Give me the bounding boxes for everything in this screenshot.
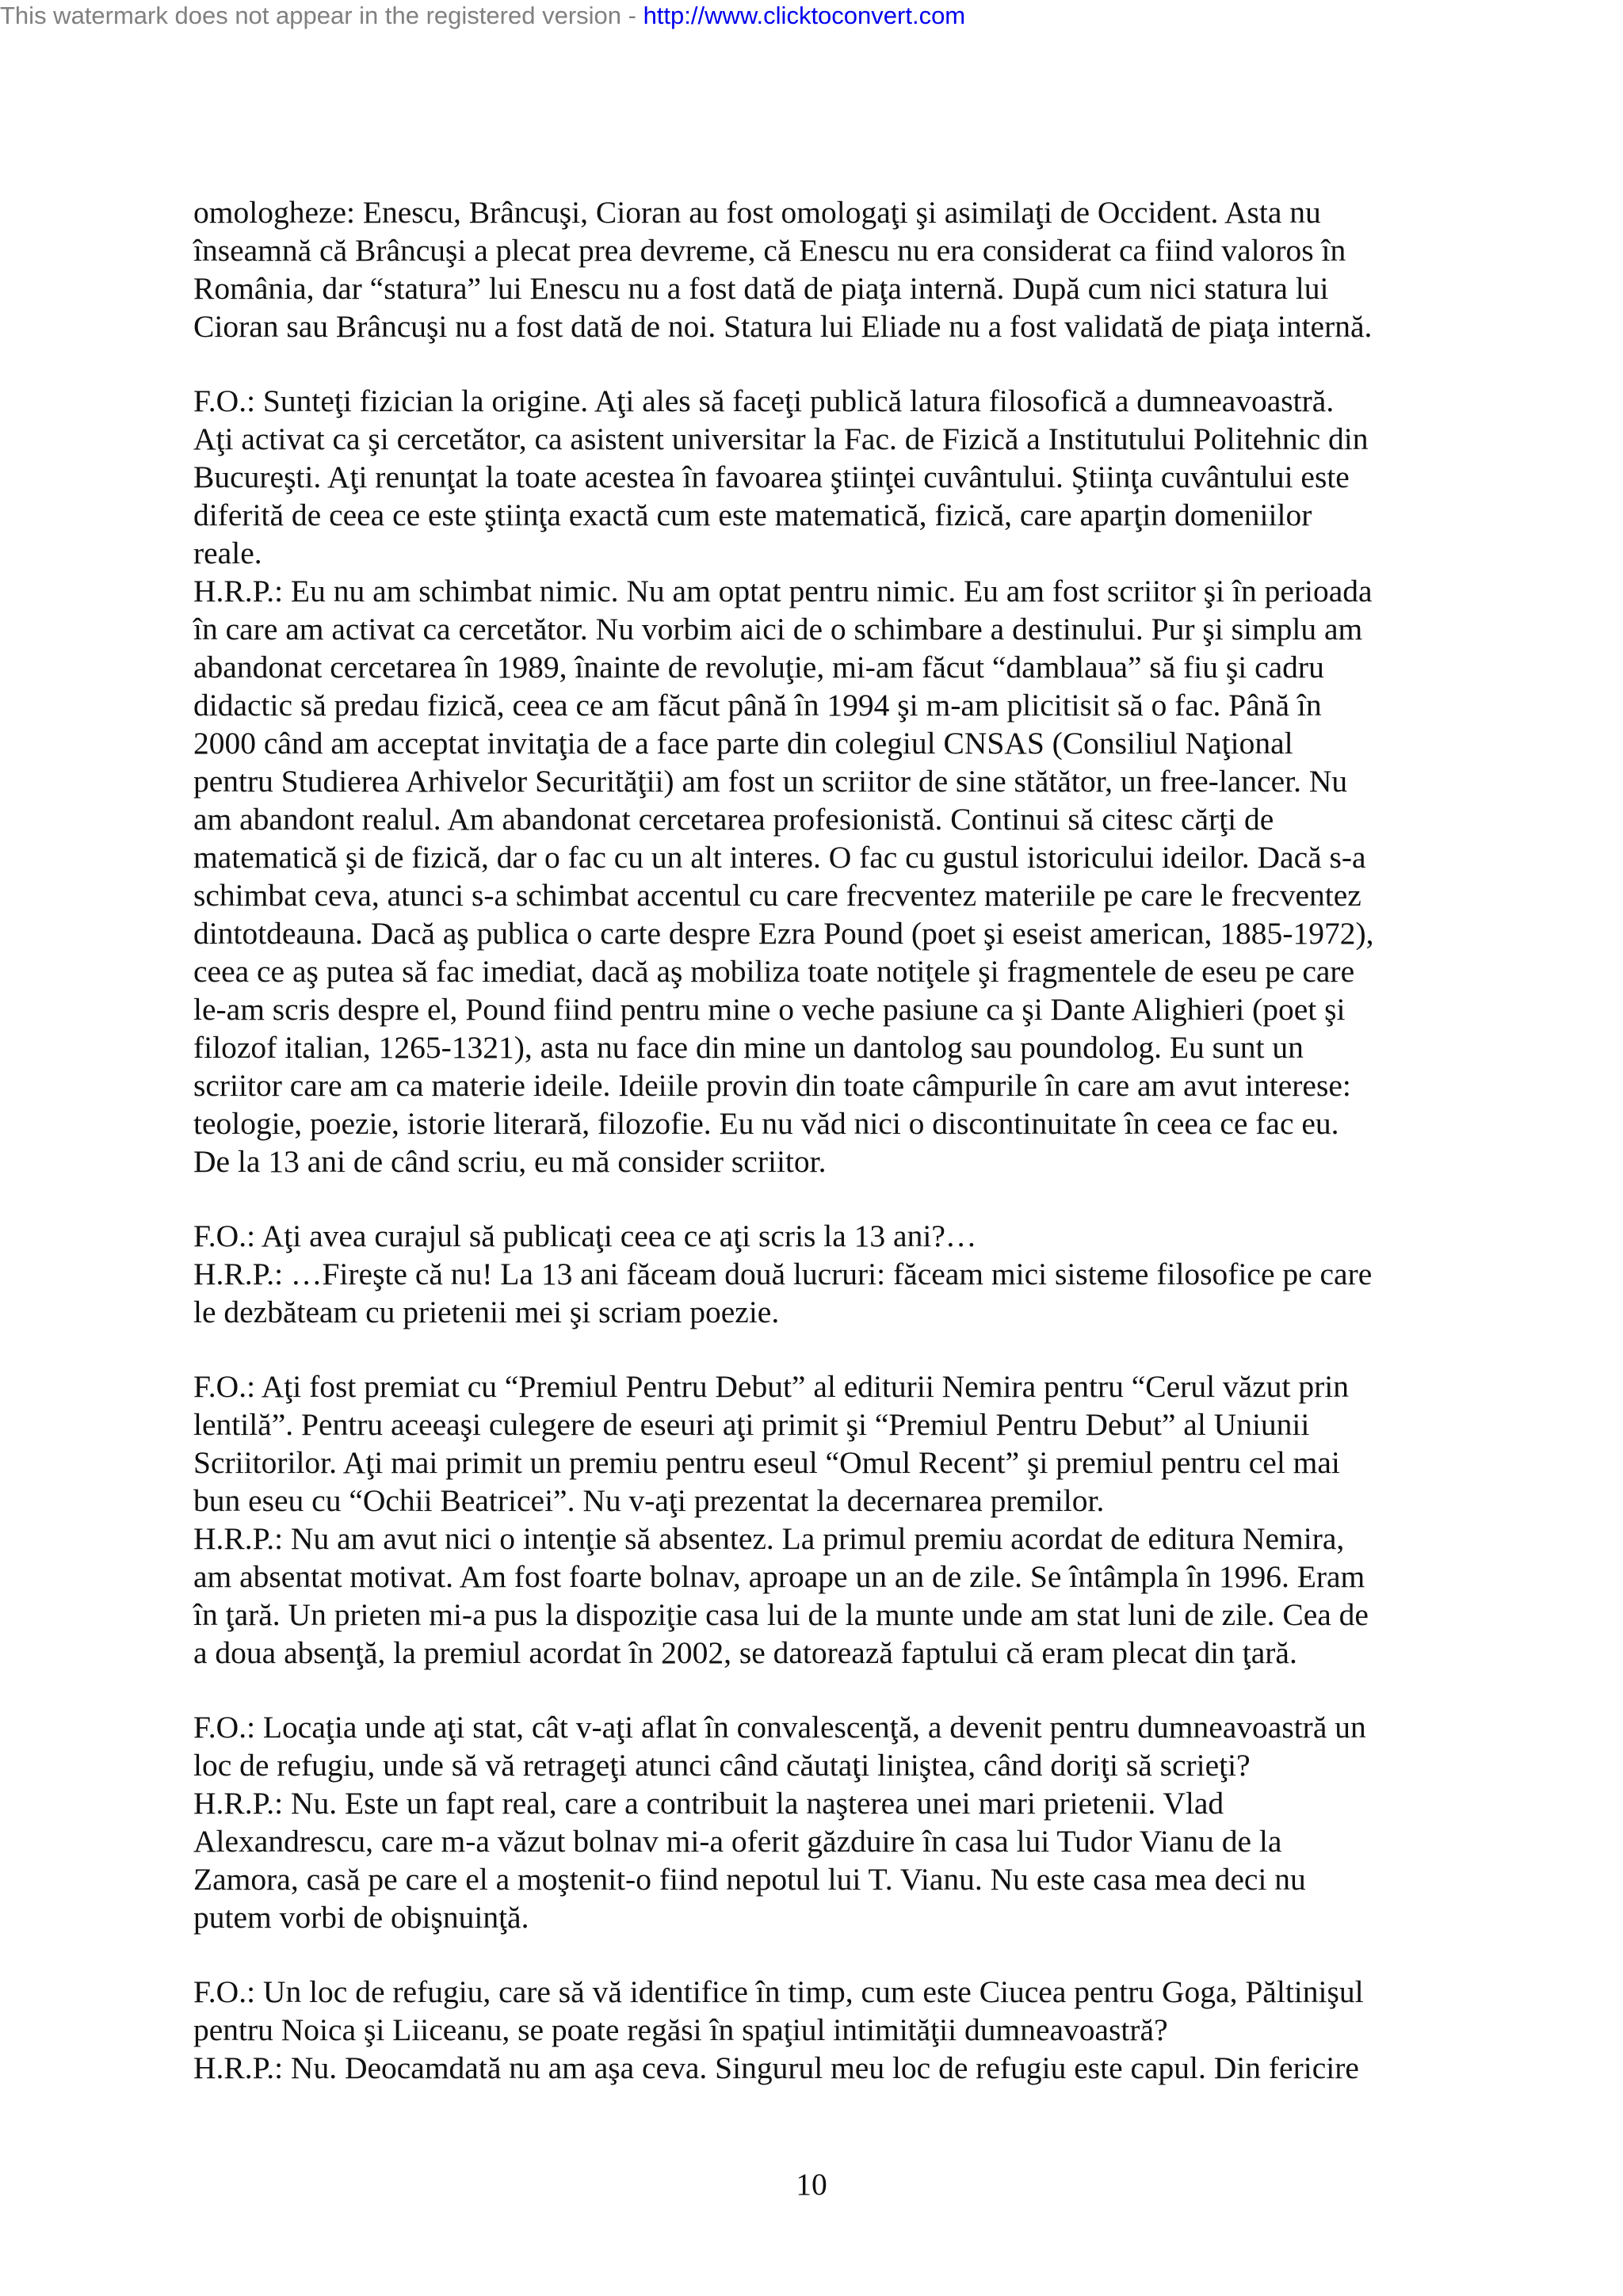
paragraph-gap [193,1180,1444,1217]
text-line: pentru Studierea Arhivelor Securităţii) am fost un scriitor de sine stătător, un free-lancer. Nu [193,764,1348,799]
paragraph-gap [193,345,1444,382]
text-line: Alexandrescu, care m-a văzut bolnav mi-a oferit găzduire în casa lui Tudor Vianu de la [193,1824,1282,1859]
text-line: diferită de ceea ce este ştiinţa exactă cum este matematică, fizică, care aparţin domeniilor [193,498,1312,532]
text-line: didactic să predau fizică, ceea ce am făcut până în 1994 şi m-am plicitisit să o fac. Până în [193,688,1322,723]
paragraph-gap [193,1672,1444,1708]
watermark-text: This watermark does not appear in the registered version - [0,2,643,29]
text-line: le dezbăteam cu prietenii mei şi scriam poezie. [193,1295,780,1329]
text-line: teologie, poezie, istorie literară, filozofie. Eu nu văd nici o discontinuitate în ceea ce fac eu. [193,1106,1339,1141]
text-line: Zamora, casă pe care el a moştenit-o fiind nepotul lui T. Vianu. Nu este casa mea deci nu [193,1862,1306,1897]
paragraph [193,1367,1444,1672]
text-line: ceea ce aş putea să fac imediat, dacă aş mobiliza toate notiţele şi fragmentele de eseu pe care [193,954,1355,989]
text-line: 2000 când am acceptat invitaţia de a face parte din colegiul CNSAS (Consiliul Naţional [193,726,1293,761]
text-line: le-am scris despre el, Pound fiind pentru mine o veche pasiune ca şi Dante Alighieri (poet şi [193,992,1346,1027]
text-line: F.O.: Locaţia unde aţi stat, cât v-aţi aflat în convalescenţă, a devenit pentru dumneavoastră un [193,1710,1366,1745]
text-line: în care am activat ca cercetător. Nu vorbim aici de o schimbare a destinului. Pur şi simplu am [193,612,1363,646]
text-line: loc de refugiu, unde să vă retrageţi atunci când căutaţi liniştea, când doriţi să scrieţi? [193,1748,1251,1783]
text-line: Bucureşti. Aţi renunţat la toate acestea în favoarea ştiinţei cuvântului. Ştiinţa cuvântului este [193,460,1350,494]
text-line: matematică şi de fizică, dar o fac cu un alt interes. O fac cu gustul istoricului ideilor. Dacă s-a [193,840,1366,875]
text-line: H.R.P.: …Fireşte că nu! La 13 ani făceam două lucruri: făceam mici sisteme filosofice pe care [193,1257,1373,1291]
text-line: Cioran sau Brâncuşi nu a fost dată de noi. Statura lui Eliade nu a fost validată de piaţa internă. [193,309,1373,344]
text-line: F.O.: Aţi fost premiat cu “Premiul Pentru Debut” al editurii Nemira pentru “Cerul văzut prin [193,1369,1349,1404]
text-line: bun eseu cu “Ochii Beatricei”. Nu v-aţi prezentat la decernarea premilor. [193,1483,1105,1518]
paragraph [193,1217,1444,1331]
text-line: schimbat ceva, atunci s-a schimbat accentul cu care frecventez materiile pe care le frecventez [193,878,1361,913]
text-line: filozof italian, 1265-1321), asta nu face din mine un dantolog sau poundolog. Eu sunt un [193,1030,1304,1065]
text-line: H.R.P.: Nu. Deocamdată nu am aşa ceva. Singurul meu loc de refugiu este capul. Din fericire [193,2050,1359,2085]
watermark-link[interactable]: http://www.clicktoconvert.com [643,2,966,29]
paragraph [193,193,1444,345]
text-line: înseamnă că Brâncuşi a plecat prea devreme, că Enescu nu era considerat ca fiind valoros în [193,233,1346,268]
text-line: F.O.: Sunteţi fizician la origine. Aţi ales să faceţi publică latura filosofică a dumneavoastră. [193,383,1335,418]
text-line: am absentat motivat. Am fost foarte bolnav, aproape un an de zile. Se întâmpla în 1996. Eram [193,1559,1365,1594]
text-line: F.O.: Aţi avea curajul să publicaţi ceea ce aţi scris la 13 ani?… [193,1219,977,1253]
text-line: scriitor care am ca materie ideile. Ideiile provin din toate câmpurile în care am avut interese: [193,1068,1351,1103]
text-line: De la 13 ani de când scriu, eu mă consider scriitor. [193,1144,827,1179]
text-line: H.R.P.: Nu am avut nici o intenţie să absentez. La primul premiu acordat de editura Nemira, [193,1521,1345,1556]
text-line: Aţi activat ca şi cercetător, ca asistent universitar la Fac. de Fizică a Institutului Politehnic din [193,421,1369,456]
text-line: dintotdeauna. Dacă aş publica o carte despre Ezra Pound (poet şi eseist american, 1885-1972), [193,916,1374,951]
text-line: Scriitorilor. Aţi mai primit un premiu pentru eseul “Omul Recent” şi premiul pentru cel mai [193,1445,1340,1480]
text-line: H.R.P.: Nu. Este un fapt real, care a contribuit la naşterea unei mari prietenii. Vlad [193,1786,1224,1821]
text-line: a doua absenţă, la premiul acordat în 2002, se datorează faptului că eram plecat din ţară. [193,1635,1297,1670]
text-line: în ţară. Un prieten mi-a pus la dispoziţie casa lui de la munte unde am stat luni de zile. Cea de [193,1597,1369,1632]
text-line: putem vorbi de obişnuinţă. [193,1900,529,1935]
watermark-banner [0,0,965,32]
text-line: abandonat cercetarea în 1989, înainte de revoluţie, mi-am făcut “damblaua” să fiu şi cadru [193,650,1324,685]
text-line: F.O.: Un loc de refugiu, care să vă identifice în timp, cum este Ciucea pentru Goga, Păltinişul [193,1974,1364,2009]
text-line: am abandont realul. Am abandonat cercetarea profesionistă. Continui să citesc cărţi de [193,802,1274,837]
page-number: 10 [796,2167,827,2202]
text-line: România, dar “statura” lui Enescu nu a fost dată de piaţa internă. După cum nici statura lui [193,271,1329,306]
paragraph-gap [193,1331,1444,1367]
paragraph [193,382,1444,1180]
text-line: lentilă”. Pentru aceeaşi culegere de eseuri aţi primit şi “Premiul Pentru Debut” al Uniunii [193,1407,1310,1442]
document-body [193,193,1444,2087]
text-line: H.R.P.: Eu nu am schimbat nimic. Nu am optat pentru nimic. Eu am fost scriitor şi în perioada [193,574,1373,608]
text-line: pentru Noica şi Liiceanu, se poate regăsi în spaţiul intimităţii dumneavoastră? [193,2012,1168,2047]
text-line: omologheze: Enescu, Brâncuşi, Cioran au fost omologaţi şi asimilaţi de Occident. Asta nu [193,195,1321,230]
text-line: reale. [193,536,262,570]
paragraph [193,1708,1444,1936]
paragraph [193,1973,1444,2087]
paragraph-gap [193,1936,1444,1973]
